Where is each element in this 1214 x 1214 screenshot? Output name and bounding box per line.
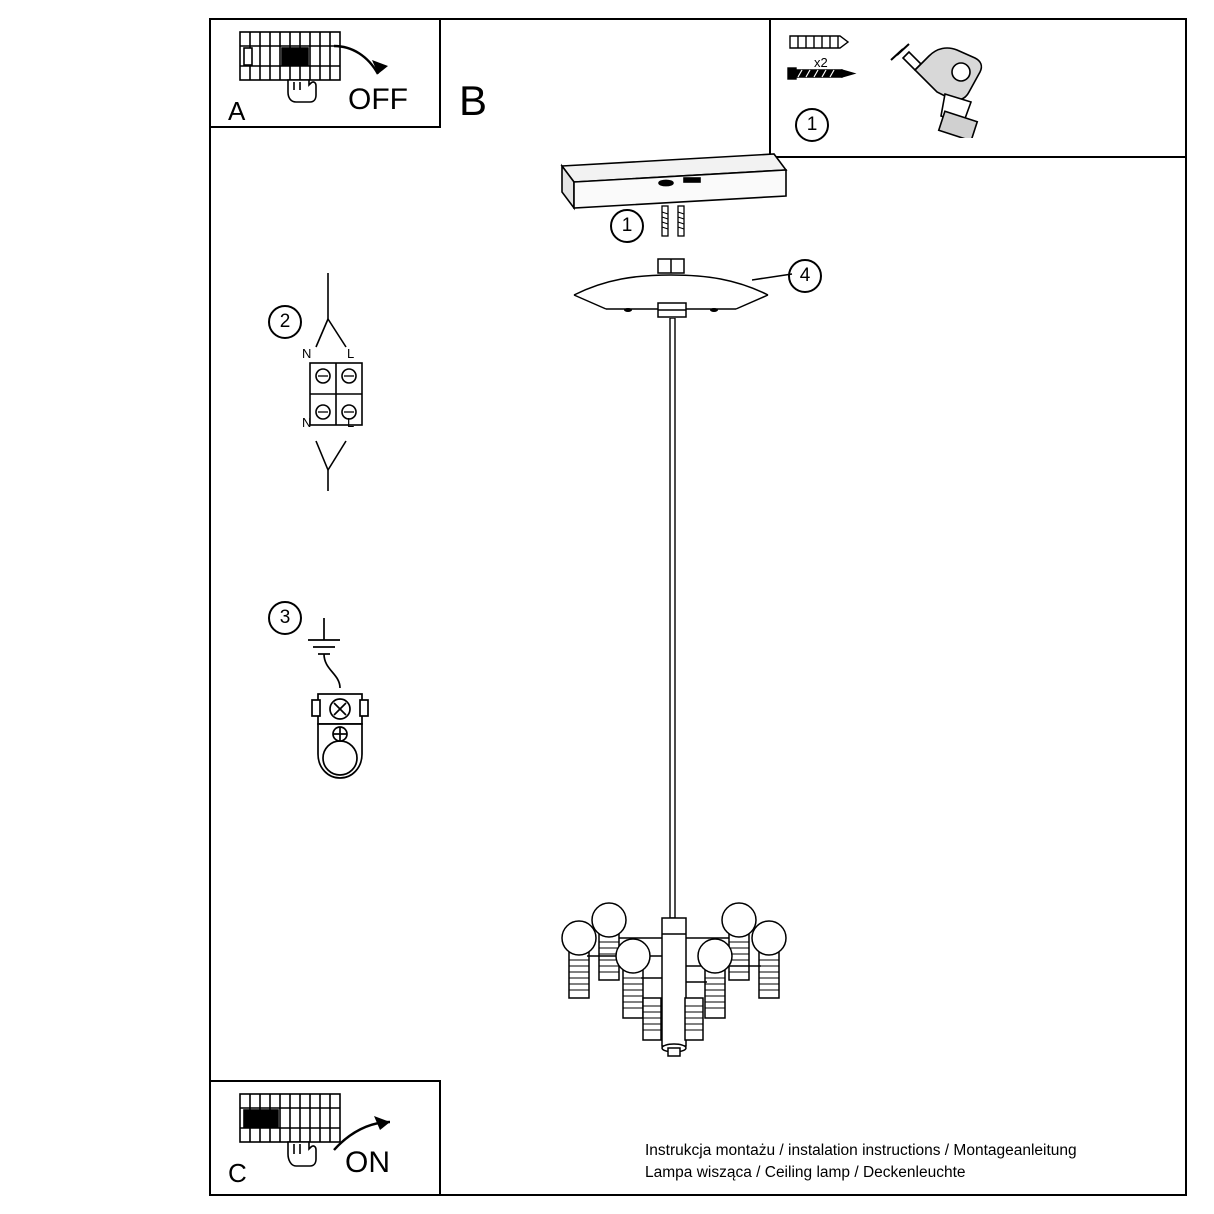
panel-a-arrow-icon: [330, 40, 400, 88]
step-earth-number-badge: [268, 601, 302, 635]
suspension-rod: [662, 318, 684, 918]
power-drill-icon: [885, 28, 995, 138]
footer-line-2: Lampa wisząca / Ceiling lamp / Deckenleuchte: [645, 1164, 966, 1182]
canopy-leader-line: [752, 270, 794, 284]
step-canopy-number: 4: [799, 265, 811, 286]
panel-a-action-label: OFF: [348, 83, 408, 116]
step-drill-number-badge: [795, 108, 829, 142]
step-terminal-number-badge: [268, 305, 302, 339]
terminal-live-top-label: L: [347, 346, 355, 361]
lamp-fixture-illustration: [525, 890, 825, 1070]
step-ceiling-screw-number: 1: [621, 215, 633, 236]
panel-b-letter: B: [459, 77, 488, 124]
terminal-live-bottom-label: L: [347, 415, 355, 430]
panel-c-arrow-icon: [328, 1112, 400, 1158]
step-terminal-number: 2: [279, 311, 291, 332]
panel-c-letter: C: [228, 1158, 247, 1188]
footer-line-1: Instrukcja montażu / instalation instructions / Montageanleitung: [645, 1142, 1077, 1159]
step-ceiling-screw-number-badge: [610, 209, 644, 243]
step-drill-quantity-label: x2: [814, 55, 828, 70]
step-earth-number: 3: [279, 607, 291, 628]
terminal-block-icon: [300, 265, 372, 495]
panel-c-action-label: ON: [345, 1146, 390, 1179]
ceiling-screws-icon: [650, 200, 700, 250]
terminal-neutral-bottom-label: N: [302, 415, 312, 430]
panel-a-letter: A: [228, 96, 246, 126]
wall-plug-icon: [784, 28, 854, 56]
footer-instructions: [645, 1140, 1165, 1185]
earth-ground-icon: [300, 608, 380, 788]
terminal-neutral-top-label: N: [302, 346, 312, 361]
step-drill-number: 1: [806, 114, 818, 135]
